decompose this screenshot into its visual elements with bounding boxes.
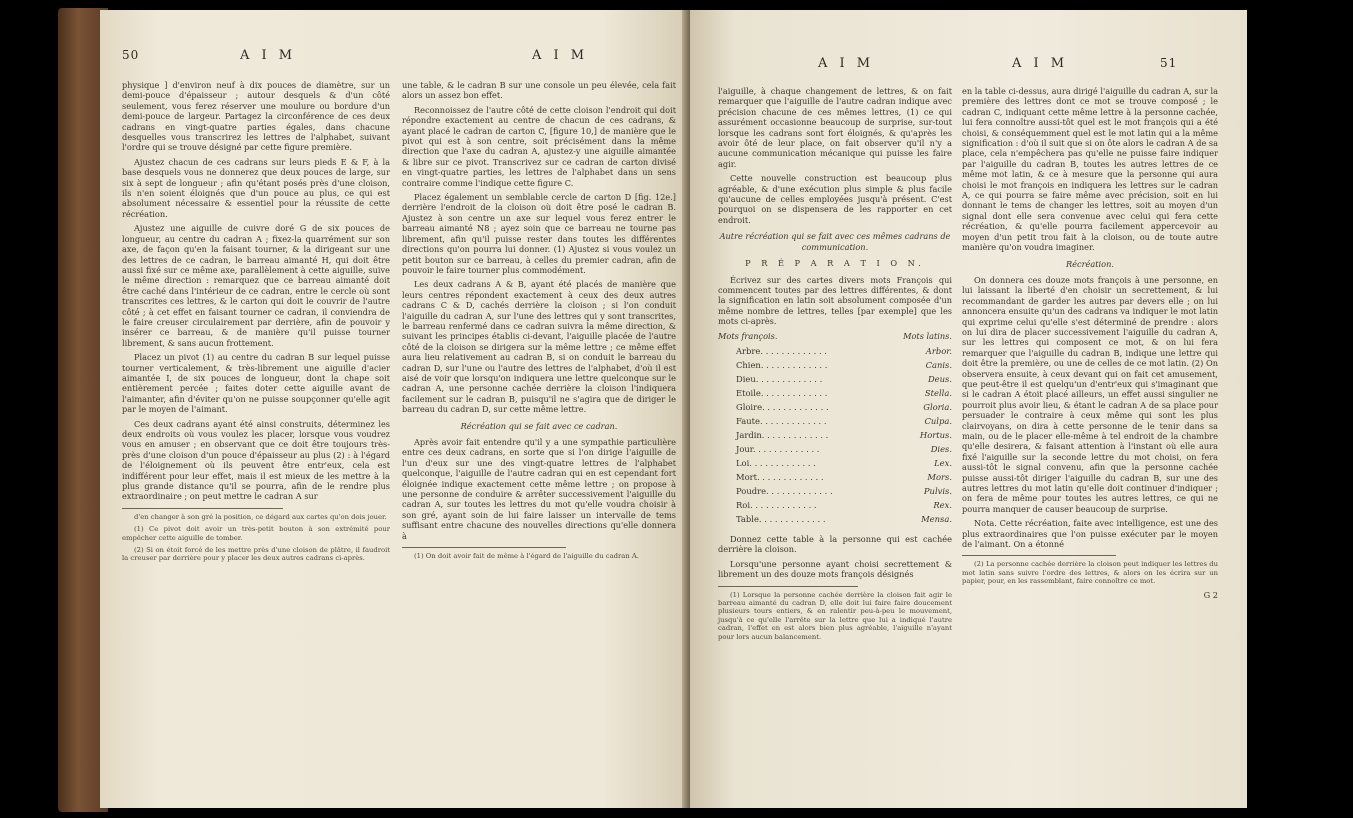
paragraph: l'aiguille, à chaque changement de lettres, & on fait remarquer que l'aiguille de l'autre cadran indique avec précision chacune de ces mêmes lettres, (1) ce qui assurément occasionne beaucoup de surprise, sur-tout lorsque les cadrans sont fort éloignés, & qu'après les avoir ôté de leur place, on fait observer qu'il n'y a aucune communication mécanique qui puisse les faire agir. <box>718 86 952 169</box>
french-word: Etoile. . . . . . . . . . . . . <box>736 387 828 398</box>
latin-word: Stella. <box>924 387 952 398</box>
left-column-1 <box>122 80 390 567</box>
right-column-2 <box>962 86 1218 600</box>
right-running-head-2: A I M <box>1012 56 1069 71</box>
footnote-rule <box>402 547 566 548</box>
footnote-rule <box>962 555 1116 556</box>
right-page-number: 51 <box>1160 56 1178 70</box>
french-word: Poudre. . . . . . . . . . . . . <box>736 485 833 496</box>
latin-word: Arbor. <box>925 345 952 356</box>
section-title: Récréation qui se fait avec ce cadran. <box>460 420 618 431</box>
left-page-number: 50 <box>122 48 140 62</box>
table-row <box>718 372 952 386</box>
footnote: (2) La personne cachée derrière la cloison peut indiquer les lettres du mot latin sans suivre l'ordre des lettres, & alors on les écrira sur un papier, pour, en les rassemblant, faire connoître ce mot. <box>962 560 1218 586</box>
french-word: Gloire. . . . . . . . . . . . . <box>736 401 829 412</box>
table-row <box>718 498 952 512</box>
latin-word: Rex. <box>933 499 952 510</box>
table-row <box>718 358 952 372</box>
latin-header: Mots latins. <box>903 330 952 341</box>
paragraph: Ces deux cadrans ayant été ainsi construits, déterminez les deux endroits où vous voulez les placer, lorsque vous voudrez vous en amuser ; en observant que ce doit être toujours très-près d'une cloison d'un pouce d'épaisseur au plus (2) : à l'égard de l'éloignement où ils peuvent être entr'eux, cela est indifférent pour leur effet, mais il est mieux de les mettre à la plus grande distance qu'il se pourra, afin de le rendre plus extraordinaire ; on peut mettre le cadran A sur <box>122 418 390 502</box>
french-word: Jardin. . . . . . . . . . . . . <box>736 429 829 440</box>
right-running-head-1: A I M <box>818 56 875 71</box>
french-header: Mots françois. <box>718 330 778 341</box>
latin-word: Lex. <box>934 457 952 468</box>
paragraph: Placez également un semblable cercle de carton D [fig. 12e.] derrière l'endroit de la cloison où doit être posé le cadran B. Ajustez à son centre un axe sur lequel vous ferez entrer le barreau aimanté N8 ; ayez soin que ce barreau ne tourne pas librement, afin qu'il puisse rester dans toutes les différentes directions qu'on pourra lui donner. (1) Ajustez si vous voulez un petit bouton sur ce barreau, à celles du premier cadran, afin de pouvoir le faire tourner plus commodément. <box>402 192 676 275</box>
french-word: Faute. . . . . . . . . . . . . <box>736 415 827 426</box>
table-row <box>718 414 952 428</box>
paragraph: en la table ci-dessus, aura dirigé l'aiguille du cadran A, sur la première des lettres dont ce mot se trouve composé ; le cadran C, indiquant cette même lettre à la personne cachée, lui fera connoître aussi-tôt quel est le mot françois qui a été choisi, & conséquemment quel est le mot latin qui a la même signification : d'où il suit que si on ôte alors le cadran A de sa place, cela n'empêchera pas qu'elle ne puisse faire indiquer par l'aiguille du cadran B, toutes les autres lettres de ce même mot latin, & ce à mesure que la personne qui aura choisi le mot françois en indiquera les lettres sur le cadran A, ce qui pourra se faire même avec précision, soit en lui donnant le tems de changer les lettres, soit au moyen d'un signal dont elle sera convenue avec celui qui fera cette récréation, & qu'elle pourra facilement appercevoir au moyen d'un petit trou fait à la cloison, ou de toute autre manière qu'on voudra imaginer. <box>962 86 1218 253</box>
paragraph: Nota. Cette récréation, faite avec intelligence, est une des plus extraordinaires que l'on puisse exécuter par le moyen de l'aimant. On a étonné <box>962 518 1218 550</box>
footnote: (1) On doit avoir fait de même à l'égard de l'aiguille du cadran A. <box>414 552 639 561</box>
word-table-header <box>718 331 952 341</box>
footnote: d'en changer à son gré la position, ce dégard aux cartes qu'on dois jouer. <box>134 512 387 521</box>
footnote: (1) Ce pivot doit avoir un très-petit bouton à son extrémité pour empêcher cette aiguille de tomber. <box>122 525 390 542</box>
footnote-rule <box>718 586 858 587</box>
table-row <box>718 344 952 358</box>
paragraph: Lorsqu'une personne ayant choisi secrettement & librement un des douze mots françois désignés <box>718 558 952 580</box>
table-row <box>718 386 952 400</box>
table-row <box>718 512 952 526</box>
french-word: Dieu. . . . . . . . . . . . . <box>736 373 823 384</box>
table-row <box>718 470 952 484</box>
french-word: Arbre. . . . . . . . . . . . . <box>736 345 827 356</box>
preparation-heading: P R É P A R A T I O N. <box>745 258 925 269</box>
right-page <box>690 10 1247 808</box>
paragraph: Ajustez une aiguille de cuivre doré G de six pouces de longueur, au centre du cadran A ; fixez-la quarrément sur son axe, de façon qu'en la faisant tourner, & la dirigeant sur une des lettres de ce cadran, le barreau aimanté H, qui doit être aussi fixé sur ce même axe, parallèlement à cette aiguille, suive le même direction : remarquez que ce barreau aimanté doit être caché dans l'intérieur de ce cadran, entre le cercle où sont transcrites ces lettres, & le carton qui doit le couvrir de l'autre côté ; à cet effet en faisant tourner ce cadran, il conviendra de le faire creuser circulairement par derrière, afin de pouvoir y insérer ce barreau, & de manière qu'il puisse tourner librement, & sans aucun frottement. <box>122 223 390 348</box>
french-word: Table. . . . . . . . . . . . . <box>736 513 826 524</box>
paragraph: Ajustez chacun de ces cadrans sur leurs pieds E & F, à la base desquels vous ne donnerez que deux pouces de large, sur six à sept de longueur ; afin qu'étant posés près d'une cloison, ils n'en soient éloignés que d'un pouce au plus, ce qui est absolument nécessaire & essentiel pour la réussite de cette récréation. <box>122 156 390 219</box>
table-row <box>718 400 952 414</box>
latin-word: Dies. <box>930 443 952 454</box>
paragraph: physique ] d'environ neuf à dix pouces de diamètre, sur un demi-pouce d'épaisseur ; autour desquels & d'un côté seulement, vous ferez réserver une moulure ou bordure d'un demi-pouce de largeur. Partagez la circonférence de ces deux cadrans en vingt-quatre parties égales, dans chacune desquelles vous transcrirez les lettres de l'alphabet, suivant l'ordre qui se trouve désigné par cette figure première. <box>122 80 390 153</box>
left-column-2 <box>402 80 676 564</box>
paragraph: On donnera ces douze mots françois à une personne, en lui laissant la liberté d'en choisir un secrettement, & lui recommandant de garder les autres par devers elle ; on lui annoncera ensuite qu'un des cadrans va indiquer le mot latin qui exprime celui qu'elle s'est déterminé de prendre : alors on lui dira de placer successivement l'aiguille du cadran A, sur les lettres qui composent ce mot, & on lui fera remarquer que l'aiguille du cadran B, indique une lettre qui doit être la première, ou une de celles de ce mot latin. (2) On observera ensuite, à ceux devant qui on fait cet amusement, que peut-être il est quelqu'un d'entr'eux qui s'imaginant que si le cadran A étoit placé ailleurs, un effet aussi singulier ne pourroit plus avoir lieu, & étant le cadran A de sa place pour persuader le contraire à ceux même qui sont les plus clairvoyans, on dira à cette personne de le tenir dans sa main, ou de le placer elle-même à tel endroit de la chambre qu'elle desirera, & faisant attention à l'instant où elle aura fixé l'aiguille sur la seconde lettre du mot choisi, on fera aussi-tôt le signal convenu, afin que la personne cachée puisse aussi-tôt diriger l'aiguille du cadran B, sur une des autres lettres du mot latin qu'elle doit continuer d'indiquer ; on fera de même pour toutes les autres lettres, ce qui ne pourra manquer de causer beaucoup de surprise. <box>962 274 1218 514</box>
footnote: (2) Si on étoit forcé de les mettre près d'une cloison de plâtre, il faudroit la creuser par derrière pour y placer les deux autres cadrans ci-après. <box>122 546 390 563</box>
footnote-rule <box>122 508 283 509</box>
paragraph: Après avoir fait entendre qu'il y a une sympathie particulière entre ces deux cadrans, en sorte que si l'on dirige l'aiguille de l'un d'eux sur une des vingt-quatre lettres de l'alphabet quelconque, l'aiguille de l'autre cadran qui en est cependant fort éloignée indique exactement cette même lettre ; on propose à une personne de conduire & arrêter successivement l'aiguille du cadran A, sur toutes les lettres du mot qu'elle voudra choisir à son gré, ayant soin de lui faire laisser un intervalle de tems suffisant entre chacune des nouvelles directions qu'elle donnera à <box>402 437 676 541</box>
paragraph: une table, & le cadran B sur une console un peu élevée, cela fait alors un assez bon effet. <box>402 80 676 101</box>
paragraph: Reconnoissez de l'autre côté de cette cloison l'endroit qui doit répondre exactement au centre de chacun de ces cadrans, & ayant placé le cadran de carton C, [figure 10,] de manière que le pivot qui est à son centre, soit précisément dans la même direction que l'axe du cadran A, ajustez-y une aiguille aimantée & libre sur ce pivot. Transcrivez sur ce cadran de carton divisé en vingt-quatre parties, les lettres de l'alphabet dans un sens contraire comme l'indique cette figure C. <box>402 104 676 188</box>
right-column-1 <box>718 86 952 645</box>
paragraph: Les deux cadrans A & B, ayant été placés de manière que leurs centres répondent exactement à ceux des deux autres cadrans C & D, cachés derrière la cloison ; si l'on conduit l'aiguille du cadran A, sur l'une des lettres qui y sont transcrites, le barreau renfermé dans ce cadran suivra la même direction, & suivant les principes établis ci-devant, l'aiguille placée de l'autre côté de la cloison se dirigera sur la même lettre ; ce même effet aura lieu relativement au cadran B, si on conduit le barreau du cadran D, sur l'une ou l'autre des lettres de l'alphabet, d'où il est aisé de voir que lorsqu'on indiquera une lettre quelconque sur le cadran A, une personne cachée derrière la cloison l'indiquera facilement sur le cadran B, puisqu'il ne s'agira que de diriger le barreau du cadran D, sur cette même lettre. <box>402 279 676 415</box>
left-running-head-2: A I M <box>532 48 589 63</box>
paragraph: Donnez cette table à la personne qui est cachée derrière la cloison. <box>718 533 952 555</box>
latin-word: Hortus. <box>919 429 952 440</box>
table-row <box>718 442 952 456</box>
latin-word: Pulvis. <box>923 485 952 496</box>
paragraph: Écrivez sur des cartes divers mots François qui commencent toutes par des lettres différentes, & dont la signification en latin soit absolument composée d'un même nombre de lettres, telles [par exemple] que les mots ci-après. <box>718 274 952 327</box>
table-row <box>718 484 952 498</box>
paragraph: Placez un pivot (1) au centre du cadran B sur lequel puisse tourner verticalement, & très-librement une aiguille d'acier aimantée I, de six pouces de longueur, dont la chape soit entièrement percée ; faites doter cette aiguille avant de l'aimanter, afin d'éviter qu'on ne puisse soupçonner qu'elle agit par le moyen de l'aimant. <box>122 352 390 415</box>
word-table <box>718 331 952 526</box>
signature-mark: G 2 <box>1203 589 1218 600</box>
left-page <box>100 10 690 808</box>
latin-word: Mors. <box>927 471 952 482</box>
latin-word: Culpa. <box>924 415 952 426</box>
french-word: Roi. . . . . . . . . . . . . <box>736 499 817 510</box>
footnote: (1) Lorsque la personne cachée derrière la cloison fait agir le barreau aimanté du cadran D, elle doit lui faire faire doucement plusieurs tours entiers, & en ralentir peu-à-peu le mouvement, jusqu'à ce qu'elle l'arrête sur la lettre que lui a indiqué l'autre cadran, l'effet en est alors bien plus agréable, l'aiguille n'ayant pour lors aucun balancement. <box>718 590 952 641</box>
french-word: Chien. . . . . . . . . . . . . <box>736 359 828 370</box>
table-row <box>718 456 952 470</box>
french-word: Jour. . . . . . . . . . . . . <box>736 443 820 454</box>
section-title: Autre récréation qui se fait avec ces mêmes cadrans de communication. <box>719 231 951 252</box>
french-word: Loi. . . . . . . . . . . . . <box>736 457 816 468</box>
latin-word: Gloria. <box>923 401 952 412</box>
section-title: Récréation. <box>1066 258 1114 269</box>
paragraph: Cette nouvelle construction est beaucoup plus agréable, & d'une exécution plus simple & plus facile qu'aucune de celles employées jusqu'à présent. C'est pourquoi on se dispensera de les rapporter en cet endroit. <box>718 173 952 225</box>
latin-word: Mensa. <box>921 513 952 524</box>
left-running-head-1: A I M <box>240 48 297 63</box>
latin-word: Canis. <box>925 359 952 370</box>
latin-word: Deus. <box>927 373 952 384</box>
french-word: Mort. . . . . . . . . . . . . <box>736 471 824 482</box>
table-row <box>718 428 952 442</box>
